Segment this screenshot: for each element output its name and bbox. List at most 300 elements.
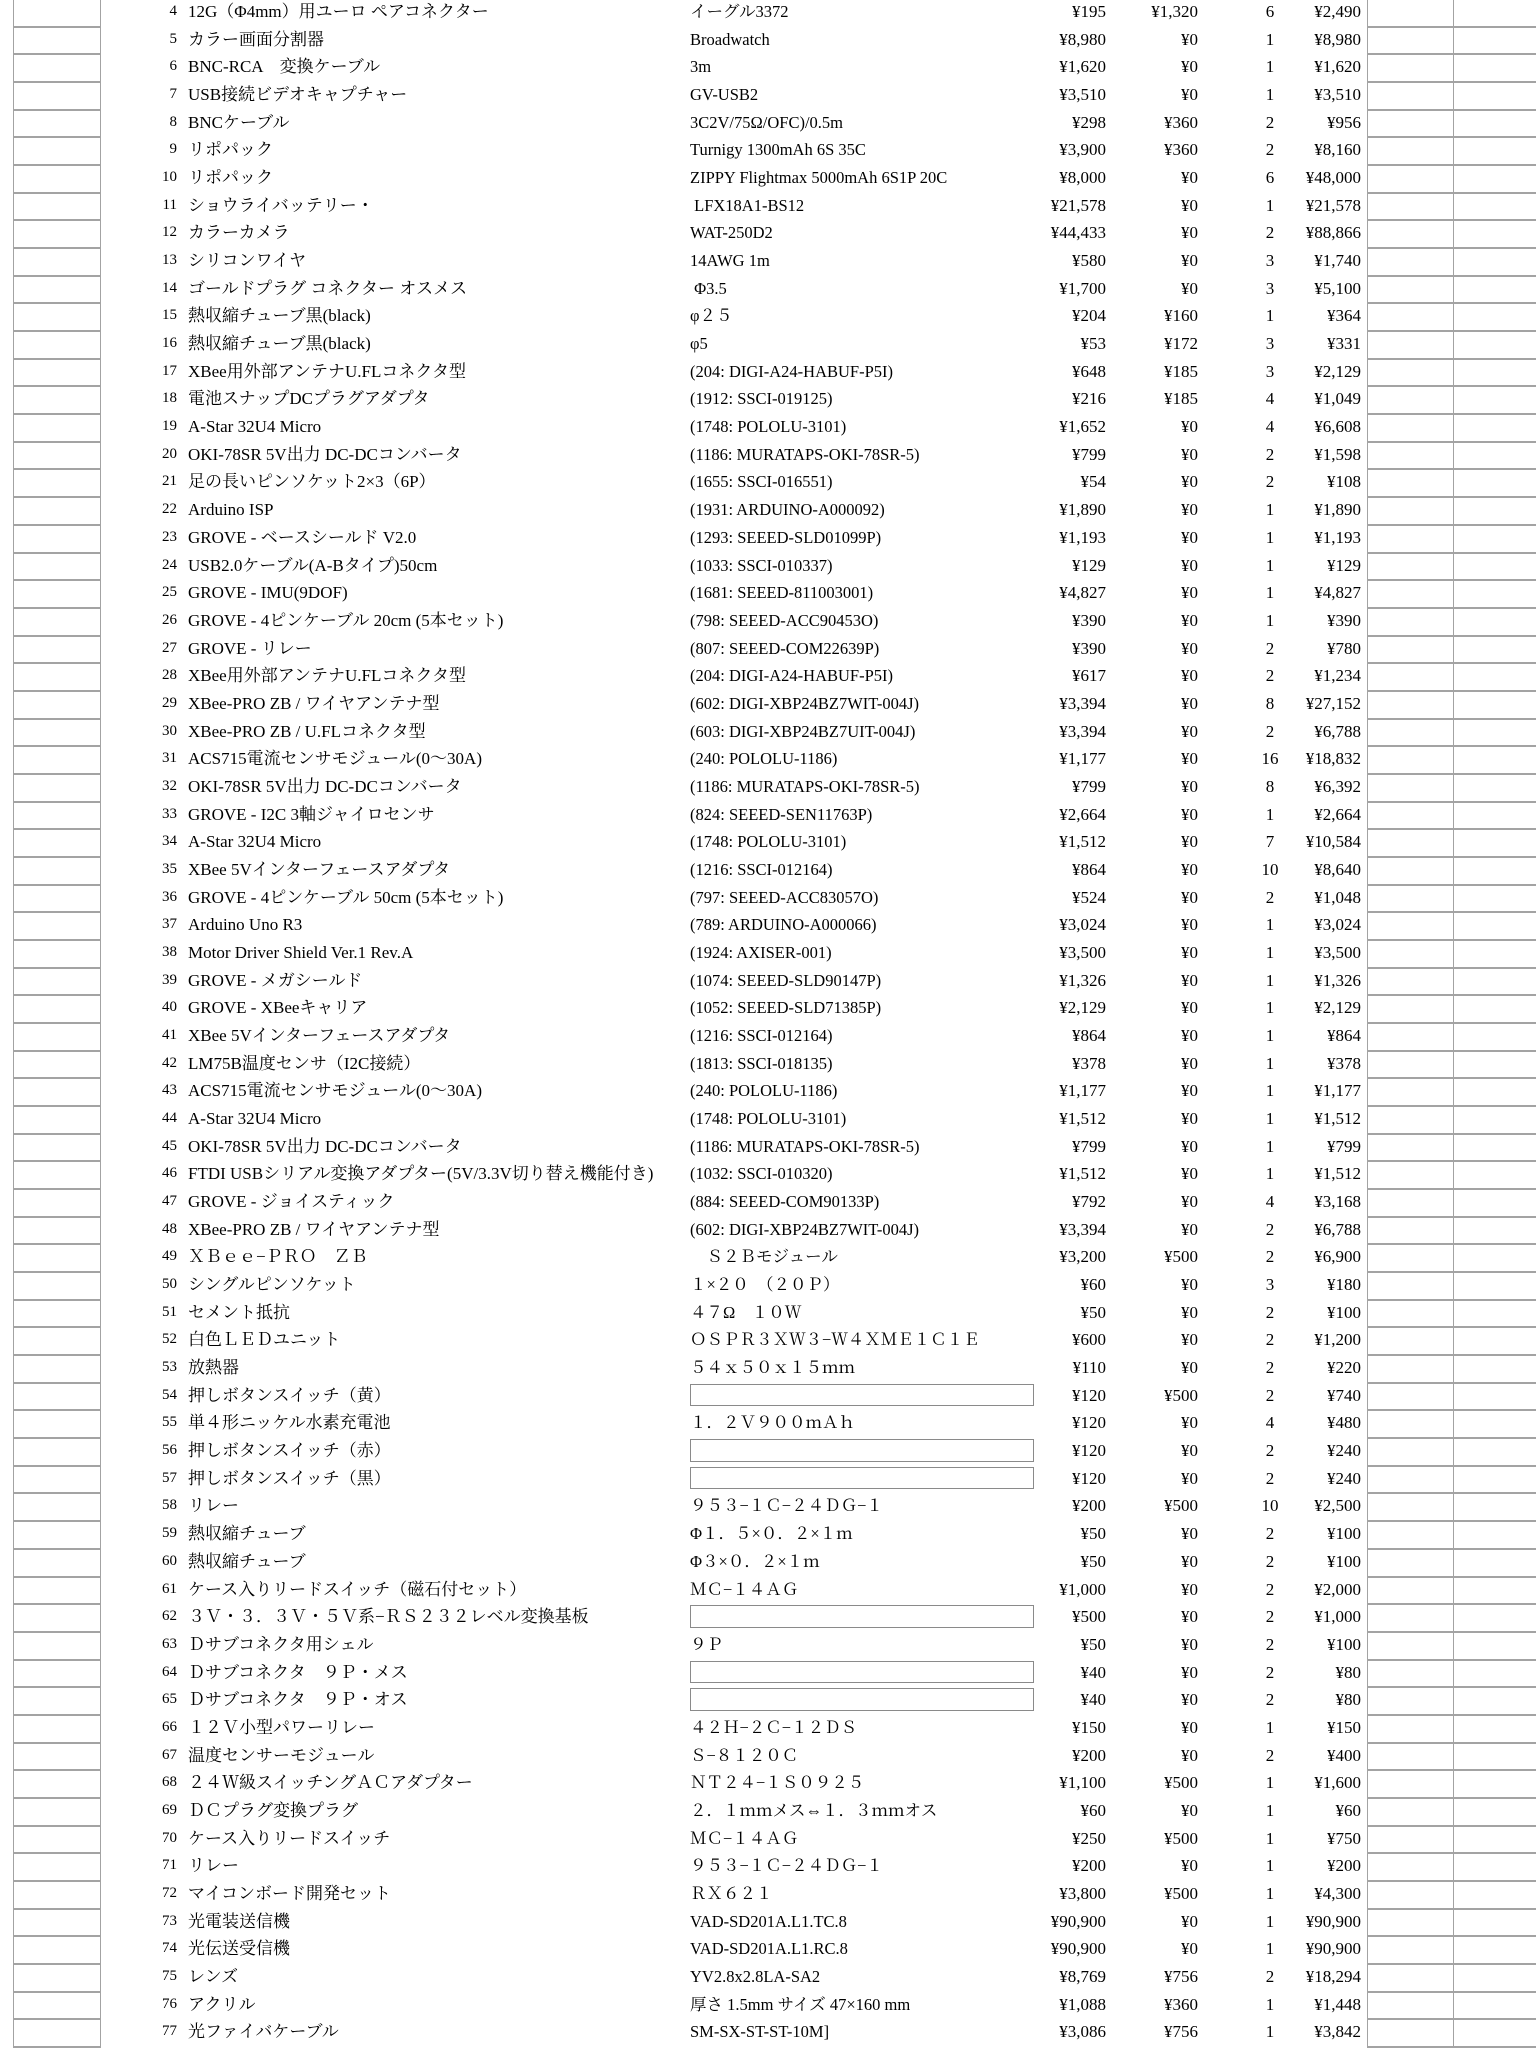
unit-price: ¥378 <box>1072 1053 1106 1073</box>
item-model: ＭＣ−１４ＡＧ <box>690 1579 799 1599</box>
line-total: ¥400 <box>1327 1745 1361 1765</box>
shipping-fee: ¥500 <box>1164 1385 1198 1405</box>
item-name: BNC-RCA 変換ケーブル <box>188 57 381 77</box>
row-number: 6 <box>169 58 177 75</box>
unit-price: ¥1,512 <box>1059 1164 1106 1184</box>
quantity: 1 <box>1265 57 1275 77</box>
item-name: ＸＢｅｅ−ＰＲＯ ＺＢ <box>188 1247 368 1267</box>
line-total: ¥3,510 <box>1314 85 1361 105</box>
table-row <box>0 1299 1536 1327</box>
unit-price: ¥50 <box>1080 1302 1106 1322</box>
row-number: 64 <box>162 1663 177 1680</box>
row-number: 22 <box>162 501 177 518</box>
item-name: Motor Driver Shield Ver.1 Rev.A <box>188 942 414 962</box>
row-number: 14 <box>162 279 177 296</box>
quantity: 8 <box>1265 693 1275 713</box>
row-number: 19 <box>162 418 177 435</box>
right-grid-cell <box>1368 967 1536 995</box>
line-total: ¥2,129 <box>1314 998 1361 1018</box>
line-total: ¥3,500 <box>1314 942 1361 962</box>
right-grid-cell <box>1368 1686 1536 1714</box>
unit-price: ¥1,177 <box>1059 749 1106 769</box>
shipping-fee: ¥0 <box>1181 1717 1198 1737</box>
row-number: 46 <box>162 1165 177 1182</box>
line-total: ¥80 <box>1335 1662 1361 1682</box>
unit-price: ¥524 <box>1072 887 1106 907</box>
item-name: 押しボタンスイッチ（黄） <box>188 1385 391 1405</box>
row-number: 35 <box>162 860 177 877</box>
item-model: Φ３×０．２×１ｍ <box>690 1551 820 1571</box>
line-total: ¥780 <box>1327 638 1361 658</box>
item-model: ９５３−１Ｃ−２４ＤＧ−１ <box>690 1496 883 1516</box>
shipping-fee: ¥0 <box>1181 168 1198 188</box>
row-number: 37 <box>162 916 177 933</box>
line-total: ¥100 <box>1327 1551 1361 1571</box>
table-row <box>0 967 1536 995</box>
table-row <box>0 1797 1536 1825</box>
item-name: リポパック <box>188 168 273 188</box>
quantity: 1 <box>1265 998 1275 1018</box>
shipping-fee: ¥0 <box>1181 1109 1198 1129</box>
right-grid-cell <box>1368 53 1536 81</box>
line-total: ¥18,832 <box>1305 749 1361 769</box>
right-grid-cell <box>1368 856 1536 884</box>
item-model: (1924: AXISER-001) <box>690 942 832 962</box>
line-total: ¥6,392 <box>1314 776 1361 796</box>
unit-price: ¥50 <box>1080 1551 1106 1571</box>
right-grid-cell <box>1368 1714 1536 1742</box>
empty-model-box <box>690 1605 1034 1628</box>
item-name: ゴールドプラグ コネクター オスメス <box>188 278 468 298</box>
item-name: XBee-PRO ZB / U.FLコネクタ型 <box>188 721 426 741</box>
quantity: 1 <box>1265 942 1275 962</box>
item-model: ZIPPY Flightmax 5000mAh 6S1P 20C <box>690 168 948 188</box>
quantity: 2 <box>1265 638 1275 658</box>
shipping-fee: ¥160 <box>1164 306 1198 326</box>
quantity: 3 <box>1265 334 1275 354</box>
item-model: (1074: SEEED-SLD90147P) <box>690 970 882 990</box>
item-model: (240: POLOLU-1186) <box>690 749 838 769</box>
quantity: 3 <box>1265 1275 1275 1295</box>
row-number: 47 <box>162 1193 177 1210</box>
quantity: 1 <box>1265 1053 1275 1073</box>
table-row <box>0 219 1536 247</box>
line-total: ¥1,200 <box>1314 1330 1361 1350</box>
line-total: ¥2,664 <box>1314 804 1361 824</box>
item-model: 14AWG 1m <box>690 251 770 271</box>
quantity: 1 <box>1265 1856 1275 1876</box>
right-grid-cell <box>1368 468 1536 496</box>
item-model: Φ3.5 <box>690 278 727 298</box>
item-model: φ5 <box>690 334 708 354</box>
unit-price: ¥60 <box>1080 1275 1106 1295</box>
item-name: XBee-PRO ZB / ワイヤアンテナ型 <box>188 693 440 713</box>
right-grid-cell <box>1368 1382 1536 1410</box>
item-name: BNCケーブル <box>188 112 290 132</box>
unit-price: ¥648 <box>1072 361 1106 381</box>
row-number: 28 <box>162 667 177 684</box>
item-name: USB接続ビデオキャプチャー <box>188 85 408 105</box>
quantity: 6 <box>1265 2 1275 21</box>
item-name: ショウライバッテリー・ <box>188 195 374 215</box>
row-number: 15 <box>162 307 177 324</box>
quantity: 2 <box>1265 1607 1275 1627</box>
table-row <box>0 1603 1536 1631</box>
shipping-fee: ¥500 <box>1164 1828 1198 1848</box>
unit-price: ¥617 <box>1072 666 1106 686</box>
quantity: 1 <box>1265 85 1275 105</box>
line-total: ¥1,620 <box>1314 57 1361 77</box>
item-model: φ２５ <box>690 306 733 326</box>
right-grid-cell <box>1368 745 1536 773</box>
item-model: Ｓ２Ｂモジュール <box>690 1247 838 1267</box>
right-grid-cell <box>1368 441 1536 469</box>
line-total: ¥200 <box>1327 1856 1361 1876</box>
shipping-fee: ¥185 <box>1164 389 1198 409</box>
row-number: 74 <box>162 1940 177 1957</box>
shipping-fee: ¥172 <box>1164 334 1198 354</box>
row-number: 56 <box>162 1442 177 1459</box>
quantity: 16 <box>1261 749 1279 769</box>
item-model: (1748: POLOLU-3101) <box>690 1109 847 1129</box>
item-model: (240: POLOLU-1186) <box>690 1081 838 1101</box>
item-model: SM-SX-ST-ST-10M] <box>690 2022 830 2042</box>
right-grid-cell <box>1368 1077 1536 1105</box>
quantity: 1 <box>1265 500 1275 520</box>
table-row <box>0 1935 1536 1963</box>
quantity: 1 <box>1265 583 1275 603</box>
item-model: (1216: SSCI-012164) <box>690 1026 833 1045</box>
item-model: (602: DIGI-XBP24BZ7WIT-004J) <box>690 1219 919 1239</box>
item-name: 熱収縮チューブ <box>188 1524 306 1544</box>
item-name: マイコンボード開発セット <box>188 1883 391 1903</box>
quantity: 2 <box>1265 1690 1275 1710</box>
item-name: XBee-PRO ZB / ワイヤアンテナ型 <box>188 1219 440 1239</box>
shipping-fee: ¥0 <box>1181 970 1198 990</box>
item-model: VAD-SD201A.L1.TC.8 <box>690 1911 847 1931</box>
shipping-fee: ¥0 <box>1181 472 1198 492</box>
item-name: セメント抵抗 <box>188 1302 290 1322</box>
right-grid-cell <box>1368 1548 1536 1576</box>
row-number: 5 <box>169 30 177 47</box>
item-name: XBee用外部アンテナU.FLコネクタ型 <box>188 666 467 686</box>
item-model: (1033: SSCI-010337) <box>690 555 833 575</box>
shipping-fee: ¥0 <box>1181 57 1198 77</box>
line-total: ¥2,500 <box>1314 1496 1361 1516</box>
row-number: 20 <box>162 445 177 462</box>
shipping-fee: ¥0 <box>1181 1219 1198 1239</box>
line-total: ¥2,490 <box>1314 2 1361 21</box>
item-model: VAD-SD201A.L1.RC.8 <box>690 1939 848 1959</box>
table-row <box>0 1714 1536 1742</box>
shipping-fee: ¥0 <box>1181 1662 1198 1682</box>
unit-price: ¥54 <box>1080 472 1106 492</box>
table-row <box>0 745 1536 773</box>
line-total: ¥1,512 <box>1314 1164 1361 1184</box>
table-row <box>0 801 1536 829</box>
quantity: 3 <box>1265 278 1275 298</box>
item-name: OKI-78SR 5V出力 DC-DCコンバータ <box>188 444 462 464</box>
right-grid-cell <box>1368 662 1536 690</box>
quantity: 1 <box>1265 1883 1275 1903</box>
row-number: 55 <box>162 1414 177 1431</box>
item-name: ３Ｖ・３．３Ｖ・５Ｖ系−ＲＳ２３２レベル変換基板 <box>188 1607 589 1627</box>
quantity: 1 <box>1265 1994 1275 2014</box>
quantity: 7 <box>1265 832 1275 852</box>
row-number: 16 <box>162 335 177 352</box>
table-row <box>0 247 1536 275</box>
shipping-fee: ¥0 <box>1181 1745 1198 1765</box>
quantity: 1 <box>1265 1939 1275 1959</box>
table-row <box>0 607 1536 635</box>
row-number: 67 <box>162 1746 177 1763</box>
quantity: 2 <box>1265 721 1275 741</box>
item-name: GROVE - IMU(9DOF) <box>188 583 348 603</box>
quantity: 2 <box>1265 1524 1275 1544</box>
line-total: ¥100 <box>1327 1634 1361 1654</box>
item-name: 足の長いピンソケット2×3（6P） <box>188 472 436 492</box>
line-total: ¥100 <box>1327 1302 1361 1322</box>
table-row <box>0 994 1536 1022</box>
right-grid-cell <box>1368 1271 1536 1299</box>
line-total: ¥150 <box>1327 1717 1361 1737</box>
table-row <box>0 1243 1536 1271</box>
item-name: ＤＣプラグ変換プラグ <box>188 1800 358 1820</box>
line-total: ¥3,168 <box>1314 1192 1361 1212</box>
table-row <box>0 1354 1536 1382</box>
table-row <box>0 109 1536 137</box>
table-row <box>0 1659 1536 1687</box>
quantity: 2 <box>1265 444 1275 464</box>
row-number: 70 <box>162 1829 177 1846</box>
item-model: ４２Ｈ−２Ｃ−１２ＤＳ <box>690 1717 858 1737</box>
table-row <box>0 1160 1536 1188</box>
row-number: 31 <box>162 750 177 767</box>
table-row <box>0 192 1536 220</box>
quantity: 2 <box>1265 1441 1275 1461</box>
shipping-fee: ¥0 <box>1181 1607 1198 1627</box>
line-total: ¥8,980 <box>1314 29 1361 49</box>
unit-price: ¥8,769 <box>1059 1966 1106 1986</box>
shipping-fee: ¥0 <box>1181 1634 1198 1654</box>
shipping-fee: ¥0 <box>1181 444 1198 464</box>
right-grid-cell <box>1368 1935 1536 1963</box>
unit-price: ¥204 <box>1072 306 1106 326</box>
line-total: ¥740 <box>1327 1385 1361 1405</box>
unit-price: ¥2,664 <box>1059 804 1106 824</box>
item-model: ＯＳＰＲ３ＸＷ３−Ｗ４ＸＭＥ１Ｃ１Ｅ <box>690 1330 980 1350</box>
item-name: GROVE - XBeeキャリア <box>188 998 368 1018</box>
row-number: 40 <box>162 999 177 1016</box>
table-row <box>0 884 1536 912</box>
right-grid-cell <box>1368 1631 1536 1659</box>
item-model: (1748: POLOLU-3101) <box>690 832 847 852</box>
unit-price: ¥50 <box>1080 1634 1106 1654</box>
right-grid-cell <box>1368 330 1536 358</box>
quantity: 2 <box>1265 1219 1275 1239</box>
quantity: 6 <box>1265 168 1275 188</box>
line-total: ¥129 <box>1327 555 1361 575</box>
item-model: ＲＸ６２１ <box>690 1883 773 1903</box>
table-row <box>0 1077 1536 1105</box>
right-grid-cell <box>1368 524 1536 552</box>
item-name: リポパック <box>188 140 273 160</box>
item-model: WAT-250D2 <box>690 223 773 243</box>
right-grid-cell <box>1368 1797 1536 1825</box>
row-number: 29 <box>162 694 177 711</box>
table-row <box>0 1631 1536 1659</box>
right-grid-cell <box>1368 385 1536 413</box>
row-number: 66 <box>162 1718 177 1735</box>
line-total: ¥6,608 <box>1314 417 1361 437</box>
right-grid-cell <box>1368 1354 1536 1382</box>
table-row <box>0 1520 1536 1548</box>
item-model: (603: DIGI-XBP24BZ7UIT-004J) <box>690 721 916 741</box>
shipping-fee: ¥0 <box>1181 1468 1198 1488</box>
unit-price: ¥1,700 <box>1059 278 1106 298</box>
table-row <box>0 856 1536 884</box>
item-model: (789: ARDUINO-A000066) <box>690 915 877 935</box>
table-row <box>0 496 1536 524</box>
item-model: 3m <box>690 57 712 77</box>
item-model: (807: SEEED-COM22639P) <box>690 638 880 658</box>
row-number: 7 <box>169 86 177 103</box>
unit-price: ¥500 <box>1072 1607 1106 1627</box>
row-number: 71 <box>162 1857 177 1874</box>
shipping-fee: ¥0 <box>1181 1302 1198 1322</box>
item-name: USB2.0ケーブル(A-Bタイプ)50cm <box>188 555 438 575</box>
shipping-fee: ¥0 <box>1181 555 1198 575</box>
item-name: 電池スナップDCプラグアダプタ <box>188 389 430 409</box>
empty-model-box <box>690 1467 1034 1490</box>
table-row <box>0 441 1536 469</box>
line-total: ¥2,000 <box>1314 1579 1361 1599</box>
right-grid-cell <box>1368 1963 1536 1991</box>
item-model: ２．１ｍｍメス⇔１．３ｍｍオス <box>690 1800 938 1820</box>
table-row <box>0 635 1536 663</box>
right-grid-cell <box>1368 247 1536 275</box>
unit-price: ¥3,900 <box>1059 140 1106 160</box>
right-grid-cell <box>1368 302 1536 330</box>
empty-model-box <box>690 1384 1034 1407</box>
table-row <box>0 275 1536 303</box>
item-model: (1186: MURATAPS-OKI-78SR-5) <box>690 776 920 796</box>
unit-price: ¥110 <box>1072 1358 1106 1378</box>
row-number: 49 <box>162 1248 177 1265</box>
item-model: ＮＴ２４−１Ｓ０９２５ <box>690 1773 865 1793</box>
right-grid-cell <box>1368 552 1536 580</box>
quantity: 3 <box>1265 251 1275 271</box>
right-grid-cell <box>1368 109 1536 137</box>
row-number: 69 <box>162 1801 177 1818</box>
right-grid-cell <box>1368 1520 1536 1548</box>
line-total: ¥1,326 <box>1314 970 1361 990</box>
item-model: (204: DIGI-A24-HABUF-P5I) <box>690 361 894 381</box>
line-total: ¥4,827 <box>1314 583 1361 603</box>
shipping-fee: ¥0 <box>1181 1275 1198 1295</box>
table-row <box>0 413 1536 441</box>
item-name: GROVE - メガシールド <box>188 970 363 990</box>
item-name: GROVE - ジョイスティック <box>188 1192 395 1212</box>
item-name: ACS715電流センサモジュール(0～30A) <box>188 749 482 769</box>
item-name: シングルピンソケット <box>188 1275 356 1295</box>
quantity: 4 <box>1265 417 1275 437</box>
line-total: ¥390 <box>1327 610 1361 630</box>
unit-price: ¥21,578 <box>1050 195 1106 215</box>
right-grid-cell <box>1368 773 1536 801</box>
unit-price: ¥1,512 <box>1059 832 1106 852</box>
item-name: 12G（Φ4mm）用ユーロ ペアコネクター <box>188 2 489 21</box>
quantity: 3 <box>1265 361 1275 381</box>
item-name: OKI-78SR 5V出力 DC-DCコンバータ <box>188 1136 462 1156</box>
unit-price: ¥1,100 <box>1059 1773 1106 1793</box>
quantity: 1 <box>1265 1800 1275 1820</box>
quantity: 2 <box>1265 666 1275 686</box>
unit-price: ¥250 <box>1072 1828 1106 1848</box>
line-total: ¥240 <box>1327 1468 1361 1488</box>
table-row <box>0 1271 1536 1299</box>
empty-model-box <box>690 1688 1034 1711</box>
unit-price: ¥1,326 <box>1059 970 1106 990</box>
right-grid-cell <box>1368 1603 1536 1631</box>
table-row <box>0 468 1536 496</box>
item-model: ９Ｐ <box>690 1634 723 1654</box>
line-total: ¥10,584 <box>1305 832 1361 852</box>
right-grid-cell <box>1368 1659 1536 1687</box>
item-model: (1216: SSCI-012164) <box>690 859 833 879</box>
row-number: 24 <box>162 556 177 573</box>
row-number: 13 <box>162 252 177 269</box>
item-model: (1186: MURATAPS-OKI-78SR-5) <box>690 444 920 464</box>
right-grid-cell <box>1368 1022 1536 1050</box>
shipping-fee: ¥500 <box>1164 1496 1198 1516</box>
right-grid-cell <box>1368 718 1536 746</box>
row-number: 45 <box>162 1137 177 1154</box>
item-name: 放熱器 <box>188 1358 239 1378</box>
unit-price: ¥44,433 <box>1050 223 1106 243</box>
item-name: Ｄサブコネクタ ９Ｐ・オス <box>188 1690 408 1710</box>
quantity: 1 <box>1265 527 1275 547</box>
unit-price: ¥120 <box>1072 1441 1106 1461</box>
item-name: １２Ｖ小型パワーリレー <box>188 1717 375 1737</box>
item-model: Ｓ−８１２０Ｃ <box>690 1745 799 1765</box>
shipping-fee: ¥0 <box>1181 915 1198 935</box>
item-model: 厚さ 1.5mm サイズ 47×160 mm <box>690 1994 911 2014</box>
item-name: カラーカメラ <box>188 223 290 243</box>
shipping-fee: ¥0 <box>1181 583 1198 603</box>
row-number: 25 <box>162 584 177 601</box>
line-total: ¥3,024 <box>1314 915 1361 935</box>
table-row <box>0 579 1536 607</box>
row-number: 54 <box>162 1386 177 1403</box>
shipping-fee: ¥360 <box>1164 112 1198 132</box>
table-row <box>0 1326 1536 1354</box>
item-name: A-Star 32U4 Micro <box>188 832 322 852</box>
shipping-fee: ¥0 <box>1181 1330 1198 1350</box>
line-total: ¥90,900 <box>1305 1911 1361 1931</box>
right-grid-cell <box>1368 1160 1536 1188</box>
item-model: (1293: SEEED-SLD01099P) <box>690 527 882 547</box>
row-number: 76 <box>162 1995 177 2012</box>
item-name: XBee 5Vインターフェースアダプタ <box>188 859 451 879</box>
row-number: 44 <box>162 1110 177 1127</box>
right-grid-cell <box>1368 1216 1536 1244</box>
unit-price: ¥799 <box>1072 444 1106 464</box>
shipping-fee: ¥0 <box>1181 417 1198 437</box>
shipping-fee: ¥0 <box>1181 832 1198 852</box>
line-total: ¥27,152 <box>1305 693 1361 713</box>
row-number: 11 <box>162 196 177 213</box>
